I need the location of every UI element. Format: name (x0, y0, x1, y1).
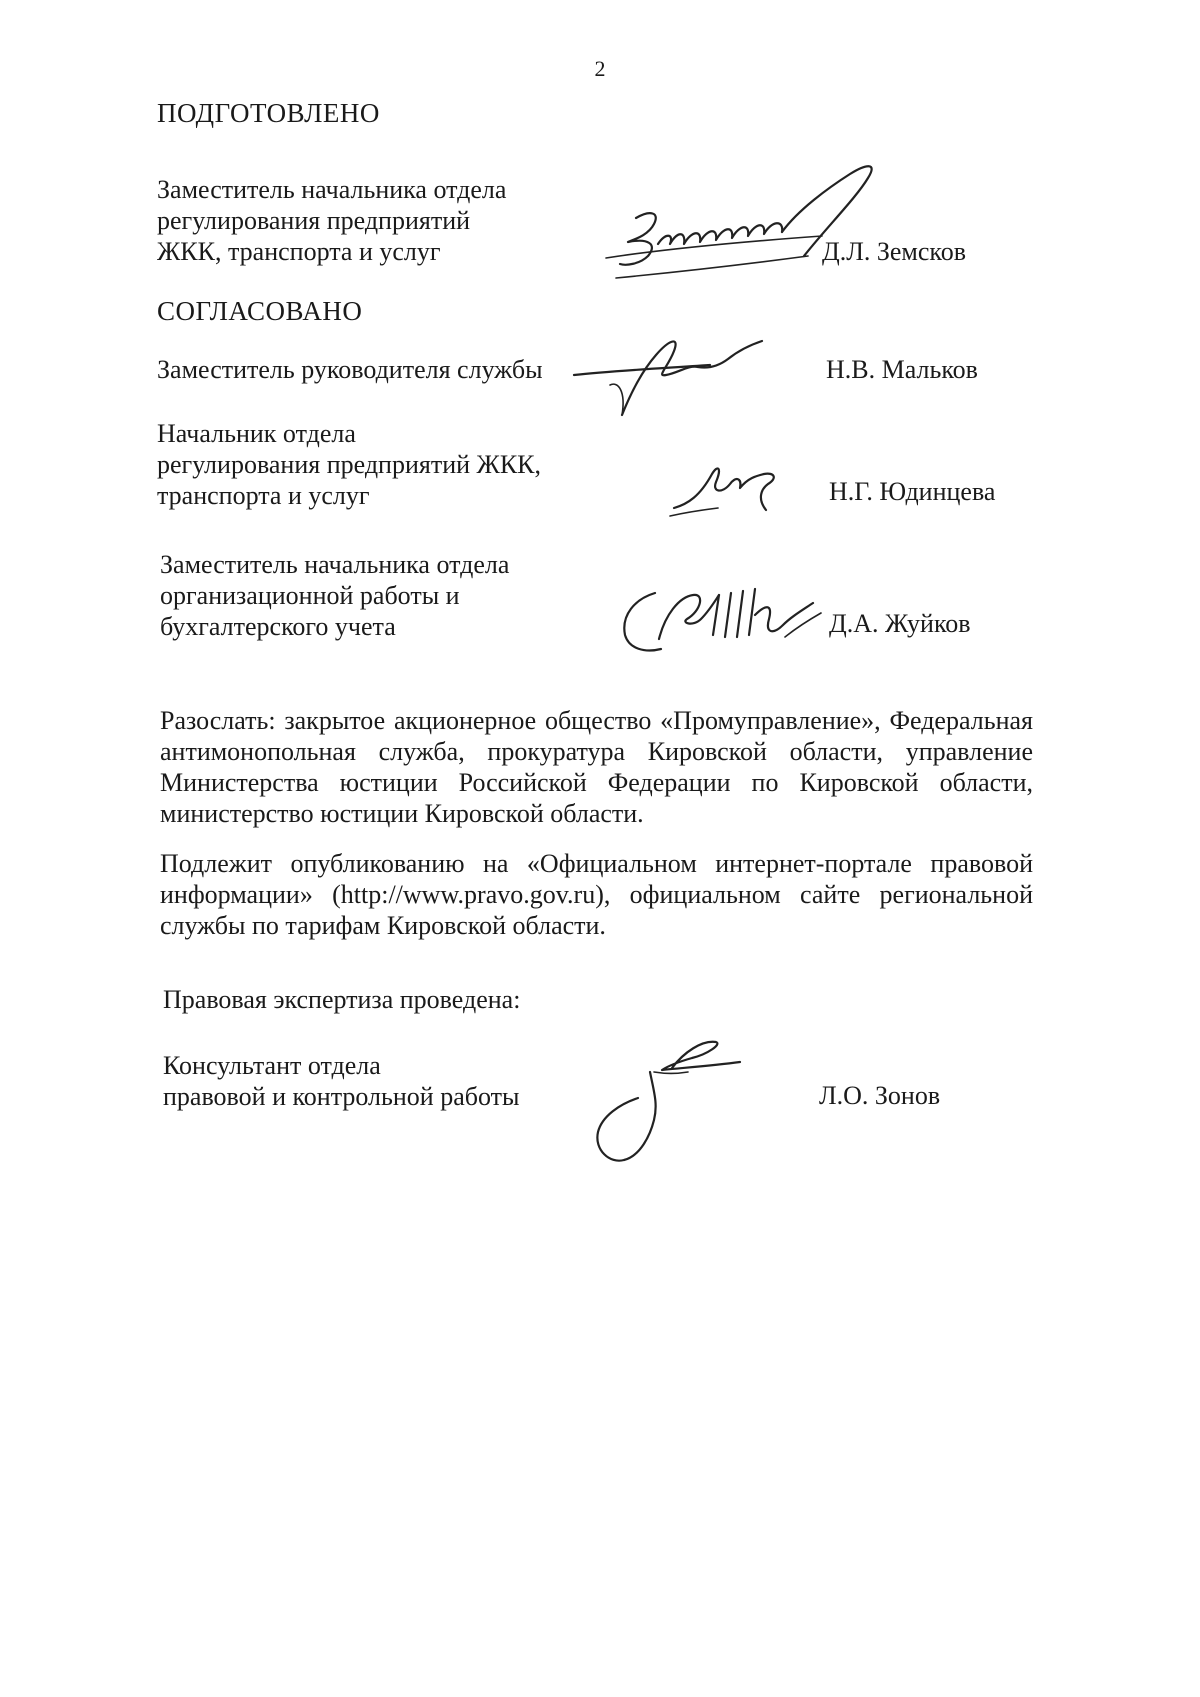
page-number: 2 (594, 56, 606, 81)
position-line: Консультант отдела (163, 1051, 381, 1080)
publication-paragraph: Подлежит опубликованию на «Официальном интернет-портале правовой информации» (http://www.pravo.gov.ru), официальном сайте региональной службы по тарифам Кировской области. (160, 849, 1033, 940)
position-line: правовой и контрольной работы (163, 1082, 520, 1111)
legal-review-position (163, 1050, 519, 1112)
position-line: Начальник отдела (157, 419, 356, 448)
position-line: транспорта и услуг (157, 481, 370, 510)
position-line: организационной работы и (160, 581, 460, 610)
prepared-position-line: регулирования предприятий (157, 206, 471, 235)
prepared-name: Д.Л. Земсков (822, 237, 967, 266)
agreed-heading: СОГЛАСОВАНО (157, 296, 363, 326)
signer-yudintseva-position (157, 418, 541, 511)
signer-zhuykov-name: Д.А. Жуйков (829, 609, 971, 638)
prepared-position-line: ЖКК, транспорта и услуг (157, 237, 441, 266)
signature-yudintseva (668, 460, 788, 520)
position-line: бухгалтерского учета (160, 612, 396, 641)
signer-zhuykov-position (160, 549, 509, 642)
prepared-heading: ПОДГОТОВЛЕНО (157, 98, 380, 128)
signer-malkov-name: Н.В. Мальков (826, 355, 978, 384)
legal-review-name: Л.О. Зонов (819, 1081, 941, 1110)
signature-malkov (570, 325, 770, 425)
signer-yudintseva-name: Н.Г. Юдинцева (829, 477, 996, 506)
position-line: регулирования предприятий ЖКК, (157, 450, 542, 479)
signature-zonov (580, 1032, 750, 1167)
signer-malkov-position: Заместитель руководителя службы (157, 355, 543, 384)
position-line: Заместитель начальника отдела (160, 550, 510, 579)
legal-review-heading: Правовая экспертиза проведена: (163, 985, 521, 1014)
signature-zhuykov (615, 575, 830, 660)
distribution-paragraph: Разослать: закрытое акционерное общество «Промуправление», Федеральная антимонопольная служба, прокуратура Кировской области, управление Министерства юстиции Российской Федерации по Кировской области, министерство юстиции Кировской области. (160, 706, 1033, 828)
prepared-position (157, 174, 506, 267)
prepared-position-line: Заместитель начальника отдела (157, 175, 507, 204)
